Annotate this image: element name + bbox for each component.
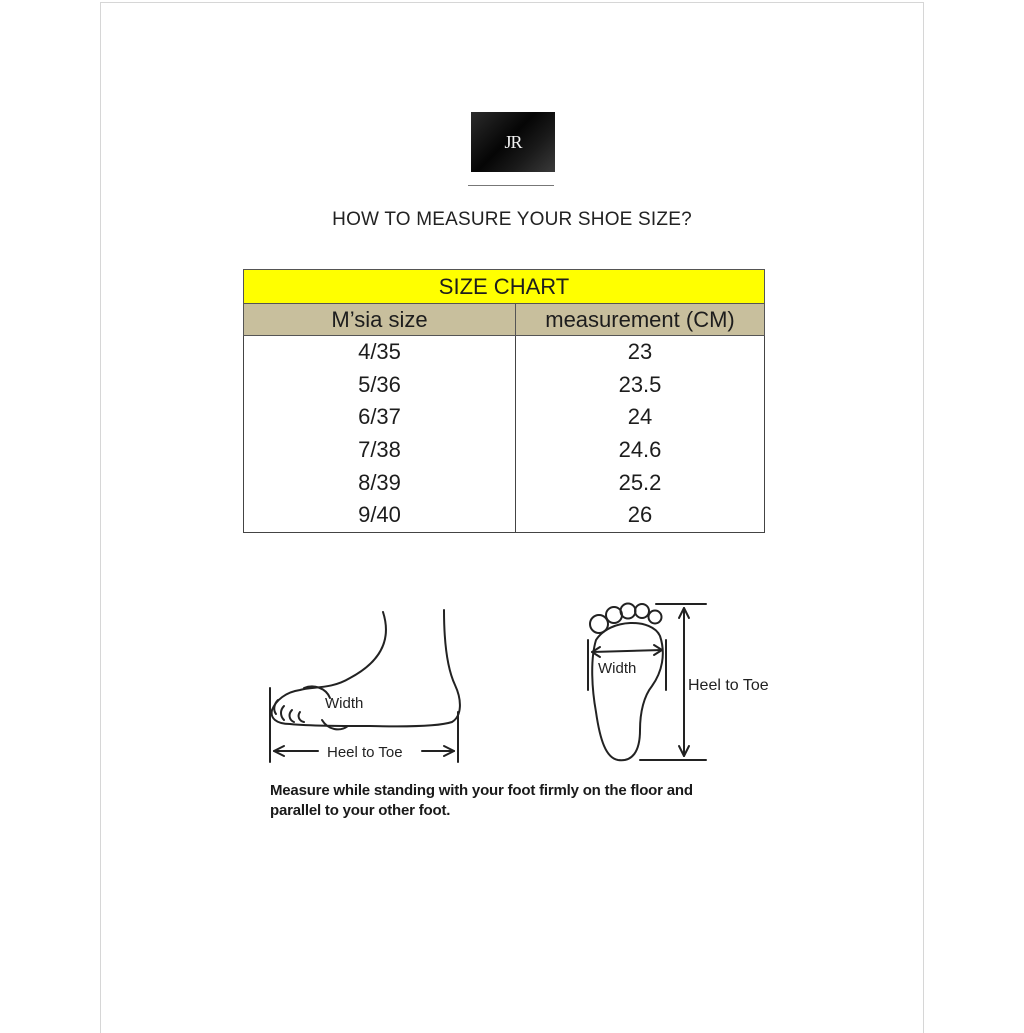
brand-logo-text: JR xyxy=(504,131,522,152)
size-cell: 6/37 xyxy=(244,401,516,434)
sole-length-label: Heel to Toe xyxy=(688,677,769,694)
sole-width-label: Width xyxy=(598,660,637,677)
measurement-cell: 25.2 xyxy=(516,466,765,499)
side-foot-illustration xyxy=(272,610,460,729)
size-cell: 9/40 xyxy=(244,499,516,532)
measurement-cell: 24.6 xyxy=(516,434,765,467)
size-cell: 5/36 xyxy=(244,369,516,402)
size-cell: 4/35 xyxy=(244,336,516,369)
measurement-cell: 23.5 xyxy=(516,369,765,402)
size-cell: 8/39 xyxy=(244,466,516,499)
column-header-size: M’sia size xyxy=(244,304,516,336)
size-chart-title: SIZE CHART xyxy=(244,270,765,304)
column-header-measurement: measurement (CM) xyxy=(516,304,765,336)
measurement-instructions: Measure while standing with your foot firmly on the floor and parallel to your other foot. xyxy=(270,782,693,819)
measurement-cell: 23 xyxy=(516,336,765,369)
measurement-cell: 26 xyxy=(516,499,765,532)
measurement-cell: 24 xyxy=(516,401,765,434)
size-cell: 7/38 xyxy=(244,434,516,467)
side-length-label: Heel to Toe xyxy=(327,744,403,761)
sole-foot-illustration xyxy=(588,604,666,761)
side-width-label: Width xyxy=(325,695,364,712)
page-heading: HOW TO MEASURE YOUR SHOE SIZE? xyxy=(332,209,692,230)
sole-width-arrow xyxy=(592,645,662,657)
